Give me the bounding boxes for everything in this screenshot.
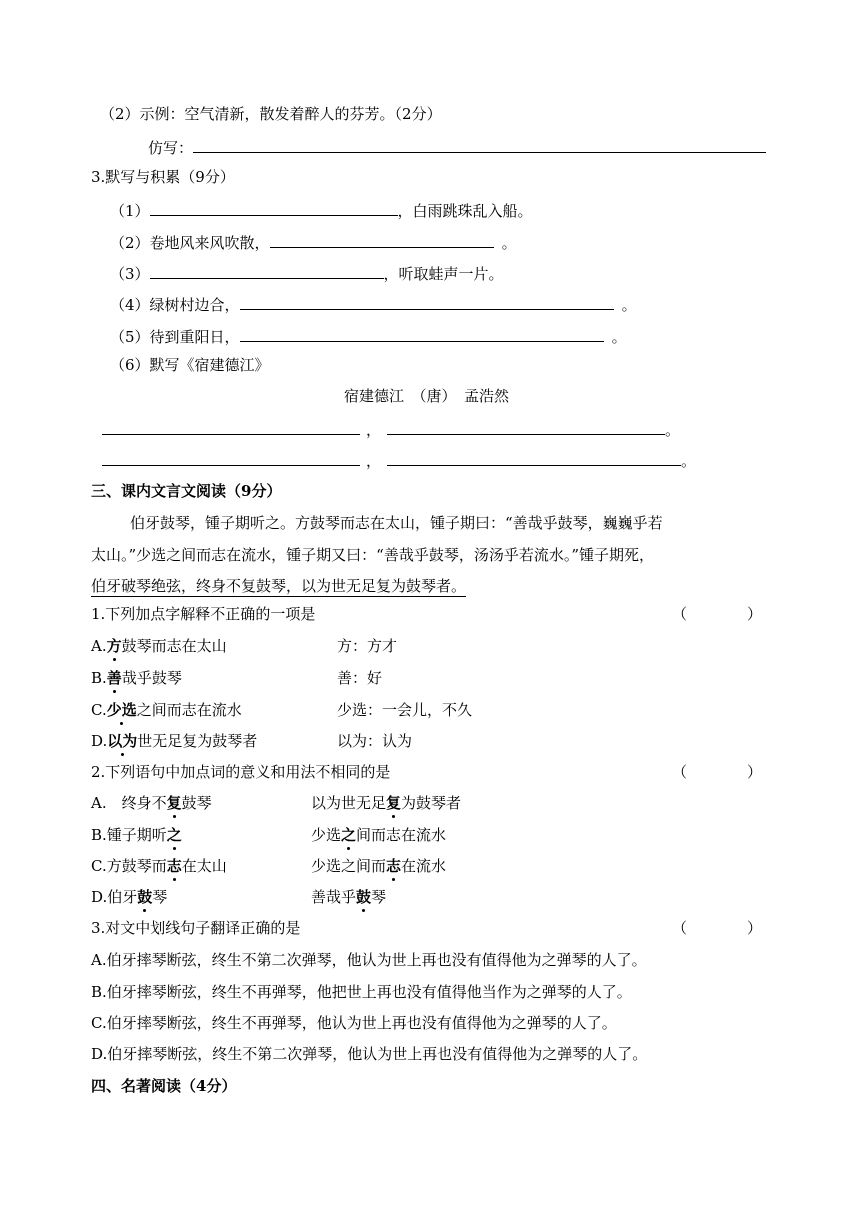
q1-option-b[interactable]: [91, 668, 182, 688]
option-text: D.伯牙: [91, 888, 138, 906]
option-text: 之间而志在流水: [136, 701, 242, 719]
dotted-char: 之: [166, 826, 182, 844]
q2-compare-b: [311, 825, 446, 845]
item-number: （1）: [110, 202, 150, 220]
recitation-item-3: [110, 262, 504, 284]
item-text: 。: [611, 328, 627, 346]
section3-heading: 三、课内文言文阅读（9分）: [91, 482, 282, 500]
option-text: 琴: [152, 888, 168, 906]
item-text: 。: [501, 234, 517, 252]
dotted-char: 方: [106, 637, 122, 655]
option-text: B.锺子期听: [91, 826, 167, 844]
recitation-blank-4[interactable]: [240, 293, 614, 310]
q1-gloss-b: 善：好: [337, 669, 383, 687]
option-text: A. 终身不: [91, 794, 167, 812]
dotted-char: 之: [341, 826, 357, 844]
q2-compare-d: [311, 887, 386, 907]
item-number: （3）: [110, 265, 150, 283]
item-number: （4）: [110, 296, 150, 314]
option-letter: C.: [91, 701, 107, 719]
dotted-char: 以为: [107, 732, 138, 750]
option-text: C.方鼓琴而: [91, 857, 167, 875]
q2-compare-a: [311, 793, 461, 813]
option-text: 少选: [311, 826, 342, 844]
option-text: 善哉乎: [311, 888, 357, 906]
item-text: ，听取蛙声一片。: [383, 265, 504, 283]
q2-stem: 2.下列语句中加点词的意义和用法不相同的是: [91, 763, 391, 781]
option-text: 少选之间而: [311, 857, 387, 875]
q2-option-b[interactable]: [91, 825, 182, 845]
recitation-item-5: [110, 325, 627, 347]
q2-compare-c: [311, 856, 446, 876]
dotted-char: 善: [106, 669, 122, 687]
poem-header: 宿建德江 （唐） 孟浩然: [344, 387, 510, 405]
recitation-item-4: [110, 293, 637, 315]
section4-heading: 四、名著阅读（4分）: [91, 1077, 237, 1095]
poem-blank-2a[interactable]: [102, 449, 360, 466]
poem-comma: ，: [366, 421, 382, 439]
option-text: 琴: [371, 888, 387, 906]
item-number: （2）: [110, 234, 150, 252]
dotted-char: 复: [166, 794, 182, 812]
q1-stem: 1.下列加点字解释不正确的一项是: [91, 605, 316, 623]
passage-line-3: [91, 576, 466, 596]
dotted-char: 少选: [106, 701, 137, 719]
option-text: 间而志在流水: [356, 826, 447, 844]
dotted-char: 志: [166, 857, 182, 875]
poem-blank-1a[interactable]: [102, 418, 360, 435]
recitation-item-2: [110, 231, 517, 253]
poem-period: 。: [665, 421, 681, 439]
recitation-item-6: （6）默写《宿建德江》: [110, 356, 270, 374]
q1-option-a[interactable]: [91, 636, 227, 656]
item-text: 卷地风来风吹散，: [149, 234, 270, 252]
option-letter: A.: [91, 637, 107, 655]
q1-gloss-c: 少选：一会儿，不久: [337, 701, 473, 719]
recitation-heading: 3.默写与积累（9分）: [91, 168, 235, 186]
q2-answer-paren[interactable]: （ ）: [672, 763, 763, 781]
imitation-write-label: 仿写：: [148, 139, 194, 157]
item-number: （5）: [110, 328, 150, 346]
dotted-char: 志: [386, 857, 402, 875]
poem-line-2: [102, 449, 696, 471]
q2-option-d[interactable]: [91, 887, 167, 907]
option-text: 为鼓琴者: [401, 794, 462, 812]
dotted-char: 鼓: [356, 888, 372, 906]
passage-line-1: 伯牙鼓琴，锺子期听之。方鼓琴而志在太山，锺子期曰：“善哉乎鼓琴，巍巍乎若: [130, 514, 663, 532]
dotted-char: 复: [386, 794, 402, 812]
q3-option-b[interactable]: B.伯牙摔琴断弦，终生不再弹琴，他把世上再也没有值得他当作为之弹琴的人了。: [91, 983, 632, 1001]
option-text: 鼓琴而志在太山: [121, 637, 227, 655]
q1-gloss-a: 方：方才: [337, 637, 398, 655]
option-text: 世无足复为鼓琴者: [137, 732, 258, 750]
imitation-example: （2）示例：空气清新，散发着醉人的芬芳。（2分）: [100, 105, 442, 123]
item-text: 。: [621, 296, 637, 314]
q2-option-c[interactable]: [91, 856, 227, 876]
poem-blank-1b[interactable]: [387, 418, 665, 435]
option-letter: B.: [91, 669, 107, 687]
q1-option-d[interactable]: [91, 731, 257, 751]
imitation-write-row: [148, 136, 766, 158]
recitation-item-1: [110, 199, 533, 221]
poem-period: 。: [681, 452, 697, 470]
recitation-blank-1[interactable]: [150, 199, 398, 216]
imitation-write-blank[interactable]: [193, 136, 766, 153]
recitation-blank-3[interactable]: [150, 262, 384, 279]
item-text: 待到重阳日，: [149, 328, 240, 346]
option-letter: D.: [91, 732, 108, 750]
recitation-blank-2[interactable]: [270, 231, 494, 248]
option-text: 以为世无足: [311, 794, 387, 812]
poem-line-1: [102, 418, 680, 440]
underlined-sentence: 伯牙破琴绝弦，终身不复鼓琴，以为世无足复为鼓琴者。: [91, 577, 467, 595]
q1-option-c[interactable]: [91, 700, 242, 720]
q3-option-c[interactable]: C.伯牙摔琴断弦，终生不再弹琴，他认为世上再也没有值得他为之弹琴的人了。: [91, 1014, 617, 1032]
q3-stem: 3.对文中划线句子翻译正确的是: [91, 919, 301, 937]
q3-option-d[interactable]: D.伯牙摔琴断弦，终生不第二次弹琴，他认为世上再也没有值得他为之弹琴的人了。: [91, 1045, 648, 1063]
item-text: 绿树村边合，: [149, 296, 240, 314]
q3-answer-paren[interactable]: （ ）: [672, 919, 763, 937]
poem-comma: ，: [366, 452, 382, 470]
option-text: 鼓琴: [181, 794, 212, 812]
option-text: 在流水: [401, 857, 447, 875]
option-text: 在太山: [181, 857, 227, 875]
item-text: ，白雨跳珠乱入船。: [397, 202, 533, 220]
option-text: 哉乎鼓琴: [121, 669, 182, 687]
recitation-blank-5[interactable]: [240, 325, 604, 342]
poem-blank-2b[interactable]: [387, 449, 681, 466]
q2-option-a[interactable]: [91, 793, 212, 813]
dotted-char: 鼓: [137, 888, 153, 906]
q3-option-a[interactable]: A.伯牙摔琴断弦，终生不第二次弹琴，他认为世上再也没有值得他为之弹琴的人了。: [91, 951, 647, 969]
passage-line-2: 太山。”少选之间而志在流水，锺子期又曰：“善哉乎鼓琴，汤汤乎若流水。”锺子期死，: [91, 546, 655, 564]
q1-answer-paren[interactable]: （ ）: [672, 605, 763, 623]
q1-gloss-d: 以为：认为: [337, 732, 413, 750]
